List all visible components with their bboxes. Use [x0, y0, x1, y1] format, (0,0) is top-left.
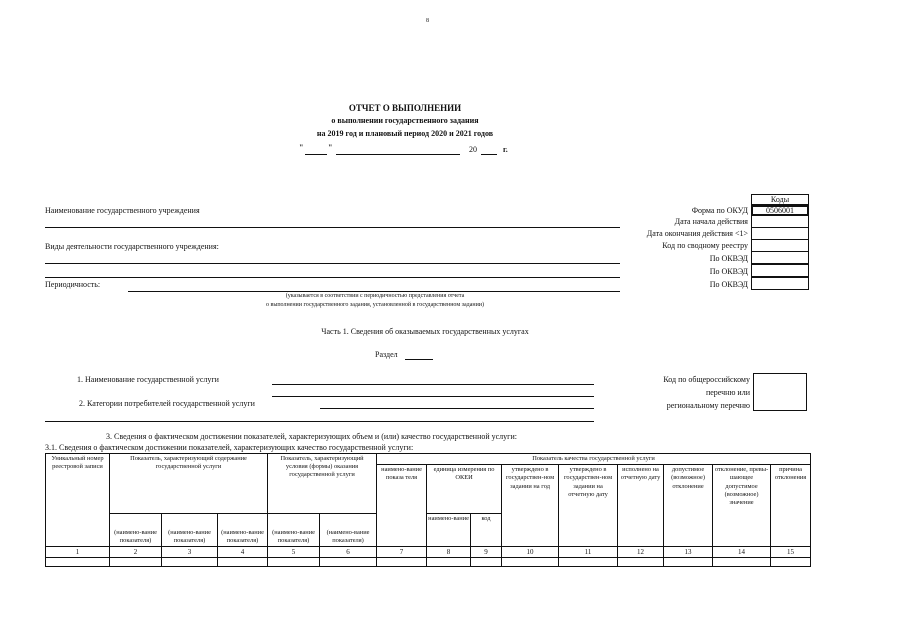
subheader-unit-code: код [471, 514, 502, 547]
data-cell[interactable] [471, 558, 502, 567]
activities-line-2[interactable] [45, 277, 620, 278]
table-row [46, 558, 811, 567]
table-number-row [46, 547, 811, 558]
col-number-5: 5 [268, 547, 320, 558]
subheader-conditions-2: (наимено-вание показателя) [320, 514, 377, 547]
subheader-unit-name: наимено-вание [427, 514, 471, 547]
codes-label-okved-3: По ОКВЭД [709, 280, 748, 289]
data-cell[interactable] [268, 558, 320, 567]
data-cell[interactable] [559, 558, 618, 567]
header-reason: причина отклонения [771, 465, 811, 547]
institution-line[interactable] [45, 227, 620, 228]
table-header-row-1 [46, 454, 811, 465]
header-approved-year: утверждено в государствен-ном задании на год [502, 465, 559, 547]
data-cell[interactable] [771, 558, 811, 567]
page-number: 8 [426, 18, 429, 24]
service-code-box[interactable] [753, 373, 807, 411]
code-okved-2-box[interactable] [751, 264, 809, 277]
date-quote-close: " [328, 143, 333, 152]
data-cell[interactable] [110, 558, 162, 567]
code-okved-3-box[interactable] [751, 277, 809, 290]
consumers-line-2[interactable] [45, 421, 594, 422]
activities-line-1[interactable] [45, 263, 620, 264]
header-quality: Показатель качества государственной услуги [377, 454, 811, 465]
date-year-prefix: 20 [469, 145, 477, 154]
code-okved-1-box[interactable] [751, 251, 809, 264]
codes-label-okved-1: По ОКВЭД [709, 254, 748, 263]
institution-label: Наименование государственного учреждения [45, 206, 200, 215]
header-conditions: Показатель, характеризующий условия (формы) оказания государственной услуги [268, 454, 377, 514]
periodicity-line[interactable] [128, 291, 620, 292]
codes-header-box [751, 194, 809, 205]
col-number-7: 7 [377, 547, 427, 558]
section-number-line[interactable] [405, 359, 433, 360]
subheader-content-2: (наимено-вание показателя) [162, 514, 218, 547]
date-year-line[interactable] [481, 154, 497, 155]
section3-heading: 3. Сведения о фактическом достижении показателей, характеризующих объем и (или) качество государственной услуги: [106, 432, 517, 441]
col-number-13: 13 [664, 547, 713, 558]
part-title: Часть 1. Сведения об оказываемых государственных услугах [321, 327, 529, 336]
data-cell[interactable] [618, 558, 664, 567]
consumers-label: 2. Категории потребителей государственной услуги [79, 399, 255, 408]
codes-label-okved-2: По ОКВЭД [709, 267, 748, 276]
periodicity-note-1: (указывается в соответствии с периодичностью представления отчета [285, 293, 465, 299]
service-code-label-2: перечню или [705, 388, 750, 397]
col-number-12: 12 [618, 547, 664, 558]
col-number-3: 3 [162, 547, 218, 558]
report-subtitle: о выполнении государственного задания [331, 116, 479, 125]
service-code-label-3: региональному перечню [666, 401, 750, 410]
header-indicator-name: наимено-вание показа теля [377, 465, 427, 547]
date-day-line[interactable] [305, 154, 327, 155]
service-name-line-2[interactable] [272, 396, 594, 397]
header-content: Показатель, характеризующий содержание государственной услуги [110, 454, 268, 514]
data-cell[interactable] [218, 558, 268, 567]
data-cell[interactable] [320, 558, 377, 567]
service-name-label: 1. Наименование государственной услуги [77, 375, 219, 384]
header-executed: исполнено на отчетную дату [618, 465, 664, 547]
subheader-content-3: (наимено-вание показателя) [218, 514, 268, 547]
periodicity-note-2: о выполнении государственного задания, установленной в государственном задании) [265, 302, 484, 308]
data-cell[interactable] [713, 558, 771, 567]
data-cell[interactable] [377, 558, 427, 567]
col-number-15: 15 [771, 547, 811, 558]
subheader-conditions-1: (наимено-вание показателя) [268, 514, 320, 547]
date-month-line[interactable] [336, 154, 460, 155]
service-code-label-1: Код по общероссийскому [663, 375, 750, 384]
col-number-8: 8 [427, 547, 471, 558]
data-cell[interactable] [502, 558, 559, 567]
report-title: ОТЧЕТ О ВЫПОЛНЕНИИ [348, 103, 462, 113]
col-number-4: 4 [218, 547, 268, 558]
col-number-2: 2 [110, 547, 162, 558]
col-number-6: 6 [320, 547, 377, 558]
service-name-line[interactable] [272, 384, 594, 385]
col-number-11: 11 [559, 547, 618, 558]
section-label: Раздел [375, 350, 398, 359]
header-approved-date: утверждено в государствен-ном задании на отчетную дату [559, 465, 618, 547]
col-number-14: 14 [713, 547, 771, 558]
col-number-10: 10 [502, 547, 559, 558]
data-cell[interactable] [162, 558, 218, 567]
codes-label-okud: Форма по ОКУД [691, 206, 748, 215]
codes-label-end: Дата окончания действия <1> [646, 229, 748, 238]
section3-subheading: 3.1. Сведения о фактическом достижении показателей, характеризующих качество государственной услуги: [45, 443, 414, 452]
periodicity-label: Периодичность: [45, 280, 101, 289]
consumers-line[interactable] [320, 408, 594, 409]
report-period: на 2019 год и плановый период 2020 и 2021 годов [316, 129, 494, 138]
activities-label: Виды деятельности государственного учреждения: [45, 242, 219, 251]
date-suffix: г. [503, 145, 508, 154]
quality-indicators-table [45, 453, 811, 567]
data-cell[interactable] [46, 558, 110, 567]
subheader-content-1: (наимено-вание показателя) [110, 514, 162, 547]
col-number-1: 1 [46, 547, 110, 558]
header-unit: единица измерения по ОКЕИ [427, 465, 502, 514]
okud-code-value: 0506001 [766, 206, 794, 215]
codes-label-start: Дата начала действия [674, 217, 748, 226]
header-registry: Уникальный номер реестровой записи [46, 454, 110, 547]
header-allowed-deviation: допустимое (возможное) отклонение [664, 465, 713, 547]
data-cell[interactable] [427, 558, 471, 567]
header-exceeding-deviation: отклонение, превы-шающее допустимое (возможное) значение [713, 465, 771, 547]
codes-header: Коды [770, 195, 790, 204]
data-cell[interactable] [664, 558, 713, 567]
codes-label-registry: Код по сводному реестру [662, 241, 748, 250]
date-quote-open: " [299, 143, 304, 152]
col-number-9: 9 [471, 547, 502, 558]
